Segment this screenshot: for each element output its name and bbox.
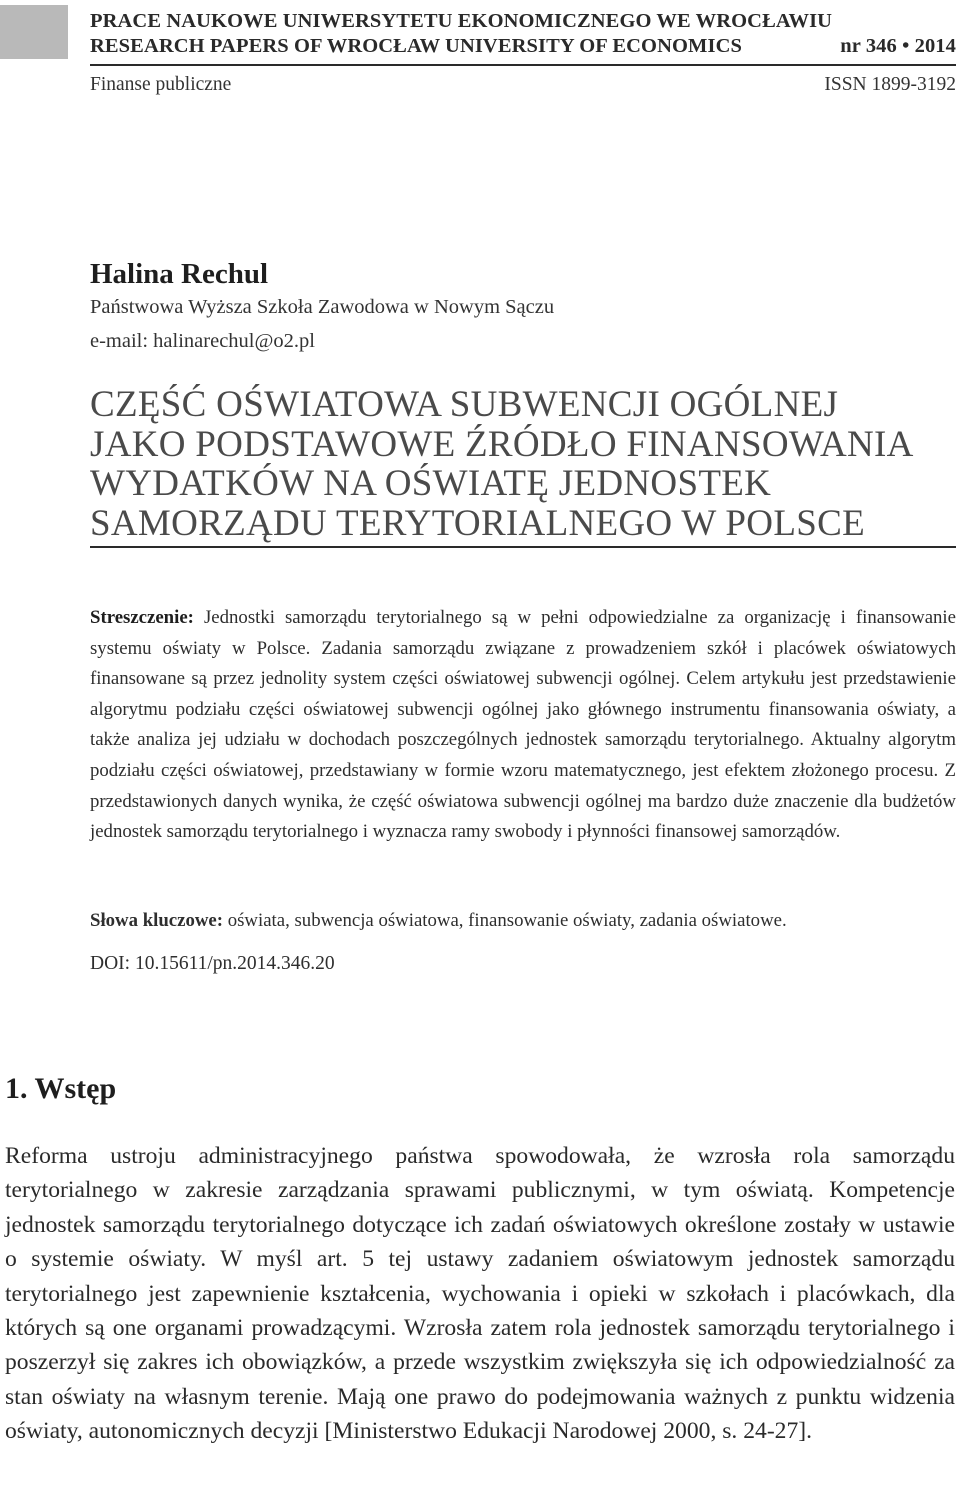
abstract-label: Streszczenie: (90, 607, 194, 628)
journal-name-en: RESEARCH PAPERS OF WROCŁAW UNIVERSITY OF ECONOMICS (90, 35, 742, 57)
issn: ISSN 1899-3192 (824, 74, 956, 95)
journal-header (90, 9, 956, 59)
paper-title (90, 385, 956, 543)
title-line: JAKO PODSTAWOWE ŹRÓDŁO FINANSOWANIA (90, 423, 914, 465)
title-rule (90, 546, 956, 548)
series-row (90, 74, 956, 96)
header-grey-block (0, 5, 68, 59)
keywords-text: oświata, subwencja oświatowa, finansowanie oświaty, zadania oświatowe. (227, 910, 787, 931)
title-line: CZĘŚĆ OŚWIATOWA SUBWENCJI OGÓLNEJ (90, 384, 839, 425)
abstract (90, 603, 956, 848)
doi: DOI: 10.15611/pn.2014.346.20 (90, 953, 335, 974)
issue-number: nr 346 • 2014 (840, 35, 956, 57)
keywords-label: Słowa kluczowe: (90, 910, 224, 931)
author-affiliation: Państwowa Wyższa Szkoła Zawodowa w Nowym Sączu (90, 296, 555, 318)
series-name: Finanse publiczne (90, 74, 232, 95)
title-line: WYDATKÓW NA OŚWIATĘ JEDNOSTEK (90, 463, 772, 504)
title-line: SAMORZĄDU TERYTORIALNEGO W POLSCE (90, 502, 865, 544)
journal-name-pl: PRACE NAUKOWE UNIWERSYTETU EKONOMICZNEGO WE WROCŁAWIU (90, 10, 833, 32)
section-heading: 1. Wstęp (5, 1072, 117, 1105)
section-body: Reforma ustroju administracyjnego państwa spowodowała, że wzrosła rola samorządu terytorialnego w zakresie zarządzania sprawami publicznymi, w tym oświatą. Kompetencje jednostek samorządu terytorialnego dotyczące ich zadań oświatowych określone zostały w ustawie o systemie oświaty. W myśl art. 5 tej ustawy zadaniem oświatowym jednostek samorządu terytorialnego jest zapewnienie kształcenia, wychowania i opieki w szkołach i placówkach, dla których są one organami prowadzącymi. Wzrosła zatem rola jednostek samorządu terytorialnego i poszerzył się zakres ich obowiązków, a przede wszystkim zwiększyła się ich odpowiedzialność za stan oświaty na własnym terenie. Mają one prawo do podejmowania ważnych z punktu widzenia oświaty, autonomicznych decyzji [Ministerstwo Edukacji Narodowej 2000, s. 24-27]. (5, 1143, 955, 1445)
author-email: e-mail: halinarechul@o2.pl (90, 330, 315, 352)
journal-row-en (90, 34, 956, 59)
header-rule (90, 64, 956, 66)
author-name: Halina Rechul (90, 258, 269, 290)
abstract-text: Jednostki samorządu terytorialnego są w pełni odpowiedzialne za organizację i finansowanie systemu oświaty w Polsce. Zadania samorządu związane z prowadzeniem szkół i placówek oświatowych finansowane są przez jednolity system części oświatowej subwencji ogólnej. Celem artykułu jest przedstawienie algorytmu podziału części oświatowej subwencji ogólnej jako głównego instrumentu finansowania oświaty, a także analiza jej udziału w dochodach poszczególnych jednostek samorządu terytorialnego. Aktualny algorytm podziału części oświatowej, przedstawiany w formie wzoru matematycznego, jest efektem złożonego procesu. Z przedstawionych danych wynika, że część oświatowa subwencji ogólnej ma bardzo duże znaczenie dla budżetów jednostek samorządu terytorialnego i wyznacza ramy swobody i płynności finansowej samorządów. (90, 607, 956, 843)
keywords (90, 906, 956, 936)
